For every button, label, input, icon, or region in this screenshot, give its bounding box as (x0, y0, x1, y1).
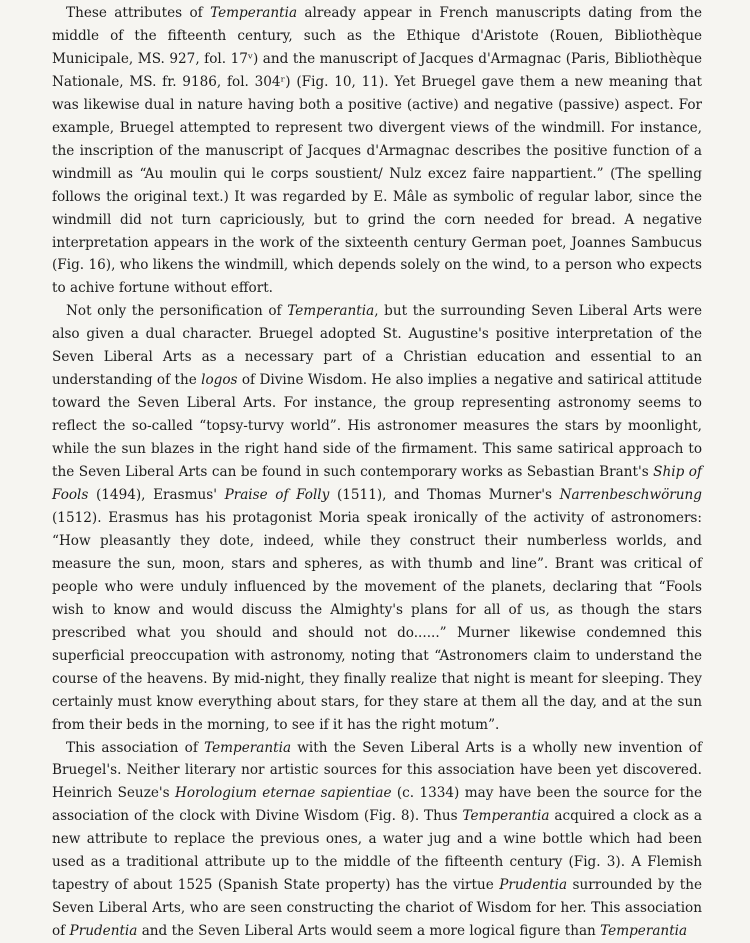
italic-text: Ship of Fools (52, 464, 702, 503)
text-run: surrounded by the Seven Liberal Arts, who are seen constructing the chariot of Wisdom for her. This association of (52, 877, 702, 939)
italic-text: Temperantia (463, 808, 550, 824)
italic-text: Prudentia (499, 877, 567, 893)
document-page (52, 0, 702, 943)
italic-text: Horologium eternae sapientiae (175, 785, 392, 801)
text-run: These attributes of (66, 5, 210, 21)
text-run: (c. 1334) may have been the source for the association of the clock with Divine Wisdom (Fig. 8). Thus (52, 785, 702, 824)
italic-text: logos (201, 372, 237, 388)
text-run: and the Seven Liberal Arts would seem a more logical figure than (137, 923, 600, 939)
italic-text: Temperantia (210, 5, 297, 21)
italic-text: Narrenbeschwörung (560, 487, 702, 503)
text-run: already appear in French manuscripts dating from the middle of the fifteenth century, such as the Ethique d'Aristote (Rouen, Bibliothèque Municipale, MS. 927, fol. 17ᵛ) and the manuscript of Jacques d'Armagnac (Paris, Bibliothèque Nationale, MS. fr. 9186, fol. 304ʳ) (Fig. 10, 11). Yet Bruegel gave them a new meaning that was likewise dual in nature having both a positive (active) and negative (passive) aspect. For example, Bruegel attempted to represent two divergent views of the windmill. For instance, the inscription of the manuscript of Jacques d'Armagnac describes the positive function of a windmill as “Au moulin qui le corps soustient/ Nulz excez faire nappartient.” (The spelling follows the original text.) It was regarded by E. Mâle as symbolic of regular labor, since the windmill did not turn capriciously, but to grind the corn needed for bread. A negative interpretation appears in the work of the sixteenth century German poet, Joannes Sambucus (Fig. 16), who likens the windmill, which depends solely on the wind, to a person who expects to achive fortune without effort. (52, 5, 702, 296)
paragraph-2 (52, 300, 702, 736)
italic-text: Prudentia (70, 923, 138, 939)
italic-text: Temperantia (287, 303, 374, 319)
text-run: acquired a clock as a new attribute to replace the previous ones, a water jug and a wine bottle which had been used as a traditional attribute up to the middle of the fifteenth century (Fig. 3). A Flemish tapestry of about 1525 (Spanish State property) has the virtue (52, 808, 702, 893)
text-run: This association of (66, 740, 204, 756)
italic-text: Praise of Folly (225, 487, 330, 503)
italic-text: Temperantia (600, 923, 687, 939)
italic-text: Temperantia (204, 740, 291, 756)
paragraph-3 (52, 737, 702, 943)
text-run: (1511), and Thomas Murner's (329, 487, 559, 503)
text-run: Not only the personification of (66, 303, 287, 319)
text-run: with the Seven Liberal Arts is a wholly new invention of Bruegel's. Neither literary nor artistic sources for this association have been yet discovered. Heinrich Seuze's (52, 740, 702, 802)
text-run: of Divine Wisdom. He also implies a negative and satirical attitude toward the Seven Liberal Arts. For instance, the group representing astronomy seems to reflect the so-called “topsy-turvy world”. His astronomer measures the stars by moonlight, while the sun blazes in the right hand side of the firmament. This same satirical approach to the Seven Liberal Arts can be found in such contemporary works as Sebastian Brant's (52, 372, 702, 480)
text-run: , but the surrounding Seven Liberal Arts were also given a dual character. Bruegel adopted St. Augustine's positive interpretation of the Seven Liberal Arts as a necessary part of a Christian education and essential to an understanding of the (52, 303, 702, 388)
text-run: (1512). Erasmus has his protagonist Moria speak ironically of the activity of astronomers: “How pleasantly they dote, indeed, while they construct their numberless worlds, and measure the sun, moon, stars and spheres, as with thumb and line”. Brant was critical of people who were unduly influenced by the movement of the planets, declaring that “Fools wish to know and would discuss the Almighty's plans for all of us, as though the stars prescribed what you should and should not do......” Murner likewise condemned this superficial preoccupation with astronomy, noting that “Astronomers claim to understand the course of the heavens. By mid-night, they finally realize that night is meant for sleeping. They certainly must know everything about stars, for they stare at them all the day, and at the sun from their beds in the morning, to see if it has the right motum”. (52, 510, 702, 733)
text-run: (1494), Erasmus' (88, 487, 224, 503)
paragraph-1 (52, 0, 702, 300)
